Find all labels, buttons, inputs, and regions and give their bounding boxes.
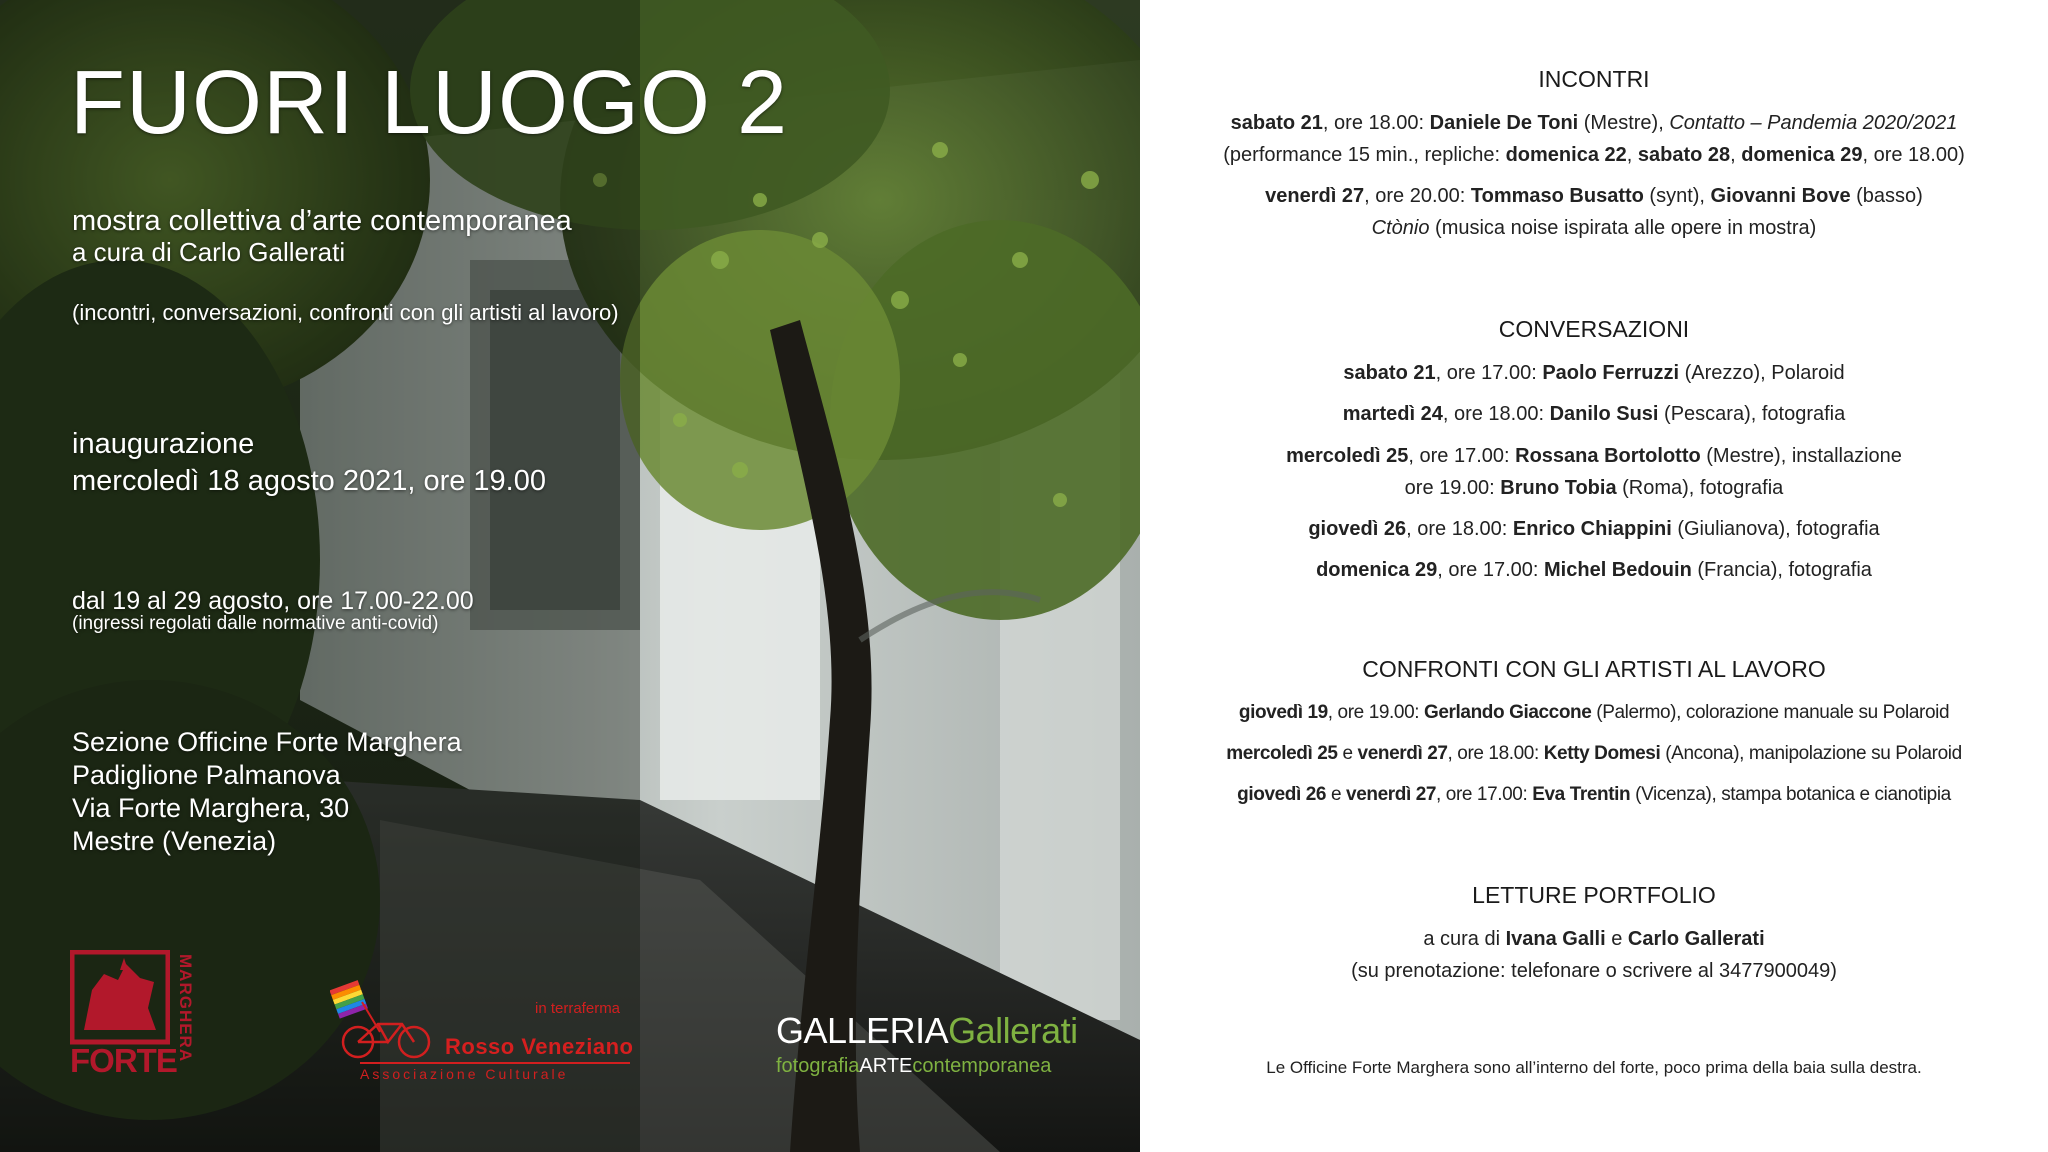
- section-title-incontri: INCONTRI: [1538, 66, 1650, 92]
- forte-emblem-icon: [70, 950, 170, 1045]
- rosso-underline: [360, 1062, 630, 1064]
- bicycle-flag-icon: [330, 980, 450, 1060]
- rosso-tagline: in terraferma: [535, 1000, 621, 1017]
- gallerati-word: Gallerati: [948, 1010, 1078, 1051]
- exhibition-subtitle: mostra collettiva d’arte contemporanea: [72, 205, 572, 237]
- section-title-letture: LETTURE PORTFOLIO: [1472, 882, 1716, 908]
- rosso-name: Rosso Veneziano: [445, 1034, 634, 1059]
- section-title-conversazioni: CONVERSAZIONI: [1498, 316, 1690, 342]
- venue-line: Padiglione Palmanova: [72, 759, 341, 790]
- galleria-tag-a: fotografia: [776, 1055, 860, 1077]
- location-footnote: Le Officine Forte Marghera sono all’interno del forte, poco prima della baia sulla destra.: [1266, 1058, 1922, 1077]
- opening-label: inaugurazione: [72, 428, 255, 460]
- letture-line: a cura di Ivana Galli e Carlo Gallerati: [1423, 928, 1765, 950]
- rosso-veneziano-logo: [330, 980, 640, 1090]
- conversazioni-line: mercoledì 25, ore 17.00: Rossana Bortolotto (Mestre), installazione: [1286, 445, 1902, 467]
- confronti-line: giovedì 19, ore 19.00: Gerlando Giaccone (Palermo), colorazione manuale su Polaroid: [1238, 702, 1950, 723]
- galleria-wordmark: [776, 1010, 1078, 1052]
- opening-block: [72, 426, 546, 500]
- forte-word: FORTE: [70, 1042, 177, 1079]
- incontri-line: venerdì 27, ore 20.00: Tommaso Busatto (synt), Giovanni Bove (basso): [1265, 185, 1923, 207]
- confronti-line: giovedì 26 e venerdì 27, ore 17.00: Eva Trentin (Vicenza), stampa botanica e cianotipia: [1237, 784, 1951, 805]
- forte-marghera-logo: [70, 950, 196, 1082]
- opening-date: mercoledì 18 agosto 2021, ore 19.00: [72, 464, 546, 497]
- galleria-tag-b: ARTE: [859, 1055, 913, 1077]
- galleria-word: GALLERIA: [776, 1010, 949, 1051]
- conversazioni-line: sabato 21, ore 17.00: Paolo Ferruzzi (Arezzo), Polaroid: [1343, 362, 1845, 384]
- incontri-line: Ctònio (musica noise ispirata alle opere in mostra): [1371, 217, 1817, 239]
- exhibition-title: FUORI LUOGO 2: [70, 53, 789, 153]
- conversazioni-line: ore 19.00: Bruno Tobia (Roma), fotografia: [1404, 477, 1784, 499]
- galleria-gallerati-logo: [776, 1010, 1076, 1080]
- venue-line: Sezione Officine Forte Marghera: [72, 727, 462, 757]
- rosso-subtitle: Associazione Culturale: [360, 1066, 569, 1082]
- dates-block: [72, 588, 474, 634]
- dates-note: (ingressi regolati dalle normative anti-covid): [72, 613, 439, 635]
- conversazioni-line: domenica 29, ore 17.00: Michel Bedouin (Francia), fotografia: [1316, 559, 1872, 581]
- exhibition-subtitle-block: [72, 205, 572, 268]
- galleria-tag-c: contemporanea: [912, 1055, 1052, 1077]
- confronti-line: mercoledì 25 e venerdì 27, ore 18.00: Ketty Domesi (Ancona), manipolazione su Polaroid: [1226, 743, 1962, 764]
- venue-line: Via Forte Marghera, 30: [72, 792, 350, 823]
- marghera-word: MARGHERA: [176, 954, 195, 1063]
- venue-block: [72, 726, 462, 858]
- galleria-tagline: [776, 1055, 1051, 1078]
- section-title-confronti: CONFRONTI CON GLI ARTISTI AL LAVORO: [1362, 656, 1826, 682]
- incontri-line: sabato 21, ore 18.00: Daniele De Toni (Mestre), Contatto – Pandemia 2020/2021: [1230, 112, 1958, 134]
- venue-line: Mestre (Venezia): [72, 825, 277, 856]
- exhibition-dates: dal 19 al 29 agosto, ore 17.00-22.00: [72, 587, 474, 615]
- program-panel: [1140, 0, 2048, 1152]
- letture-booking-line: (su prenotazione: telefonare o scrivere al 3477900049): [1351, 960, 1837, 982]
- events-note: (incontri, conversazioni, confronti con gli artisti al lavoro): [72, 300, 619, 325]
- curator-line: a cura di Carlo Gallerati: [72, 237, 346, 268]
- incontri-line: (performance 15 min., repliche: domenica 22, sabato 28, domenica 29, ore 18.00): [1223, 144, 1965, 166]
- conversazioni-line: giovedì 26, ore 18.00: Enrico Chiappini (Giulianova), fotografia: [1308, 518, 1880, 540]
- conversazioni-line: martedì 24, ore 18.00: Danilo Susi (Pescara), fotografia: [1342, 403, 1846, 425]
